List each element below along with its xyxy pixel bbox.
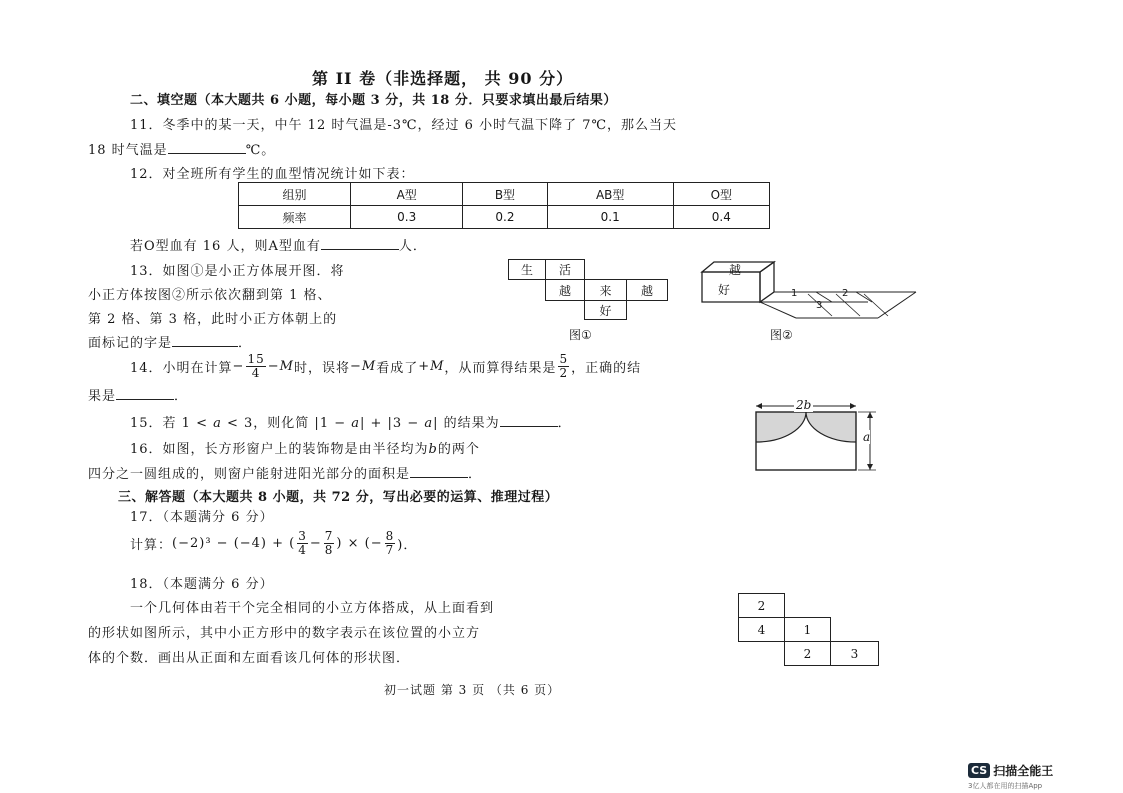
table-cell: 0.1 — [547, 206, 673, 229]
question-12-ask — [130, 235, 427, 254]
question-16-line2 — [88, 463, 482, 482]
figure-1-caption: 图① — [569, 328, 592, 342]
question-13-line2: 小正方体按图②所示依次翻到第 1 格、 — [88, 288, 332, 303]
question-14-text: 看成了 — [376, 360, 419, 376]
grid-cell: 2 — [784, 641, 831, 666]
minus-sign: − — [232, 358, 245, 374]
blood-type-table — [238, 182, 770, 229]
question-17-heading: 17．（本题满分 6 分） — [130, 510, 274, 525]
question-17-expression — [130, 527, 417, 559]
question-14-line2 — [88, 385, 188, 404]
question-11-line2 — [88, 139, 275, 158]
question-16-text: 的两个 — [437, 442, 480, 457]
table-cell: 0.3 — [351, 206, 463, 229]
net-cell: 越 — [545, 279, 585, 301]
variable-m: M — [430, 358, 445, 374]
denominator: 7 — [385, 542, 395, 557]
page-title: 第 II 卷（非选择题， 共 90 分） — [312, 69, 574, 88]
numerator: 3 — [298, 528, 307, 543]
question-14-end: ． — [174, 389, 189, 404]
question-14-text: 14．小明在计算 — [130, 360, 233, 376]
question-13-line4 — [88, 332, 252, 351]
answer-blank — [168, 141, 246, 154]
variable-a: a — [351, 416, 361, 431]
denominator: 4 — [251, 365, 261, 380]
question-16-text: 16．如图，长方形窗户上的装饰物是由半径均为 — [130, 442, 429, 457]
question-15-text: | + |3 − — [360, 416, 425, 431]
table-row — [239, 206, 770, 229]
net-cell: 来 — [584, 279, 627, 301]
fraction-8-7 — [385, 530, 396, 557]
answer-blank — [321, 237, 399, 250]
question-14-text: 时，误将 — [293, 360, 350, 376]
question-16-text: 四分之一圆组成的，则窗户能射进阳光部分的面积是 — [88, 467, 411, 482]
question-15 — [130, 412, 572, 431]
plus-sign: + — [418, 358, 431, 374]
minus-sign: − — [349, 358, 362, 374]
page-footer: 初一试题 第 3 页 （共 6 页） — [384, 683, 561, 697]
grid-cell: 4 — [738, 617, 785, 642]
numerator: 8 — [385, 528, 395, 543]
scanner-app-name: 扫描全能王 — [993, 764, 1054, 778]
answer-blank — [172, 334, 238, 347]
net-cell: 活 — [545, 259, 585, 280]
roll-cell-label: 1 — [791, 288, 798, 299]
question-11-line1: 11．冬季中的某一天，中午 12 时气温是-3℃，经过 6 小时气温下降了 7℃，那么当天 — [130, 118, 678, 133]
net-cell: 生 — [508, 259, 546, 280]
table-header-cell: O型 — [673, 183, 769, 206]
table-header-cell: B型 — [463, 183, 547, 206]
table-header-cell: AB型 — [547, 183, 673, 206]
question-14-line1 — [130, 351, 641, 381]
question-12-intro: 12．对全班所有学生的血型情况统计如下表： — [130, 167, 415, 182]
scanner-tagline: 3亿人都在用的扫描App — [968, 782, 1043, 790]
question-12-end: 人． — [398, 239, 427, 254]
fraction-7-8 — [324, 530, 335, 557]
numerator: 5 — [559, 351, 569, 366]
minus-sign: − — [267, 358, 280, 374]
question-17-text: 计算： — [130, 537, 173, 553]
denominator: 2 — [559, 365, 569, 380]
question-13-line3: 第 2 格、第 3 格，此时小正方体朝上的 — [88, 312, 338, 327]
answer-blank — [500, 414, 558, 427]
fraction-3-4 — [297, 530, 308, 557]
question-15-text: < 3，则化简 |1 − — [221, 416, 352, 431]
table-cell: 频率 — [239, 206, 351, 229]
question-15-text: | 的结果为 — [433, 416, 500, 431]
cs-logo-icon: CS — [968, 763, 990, 778]
window-width-label: 2b — [796, 398, 812, 412]
question-18-heading: 18．（本题满分 6 分） — [130, 577, 274, 592]
variable-m: M — [361, 358, 377, 374]
question-14-text: ，从而算得结果是 — [444, 360, 557, 376]
question-18-line3: 体的个数．画出从正面和左面看该几何体的形状图． — [88, 651, 411, 666]
question-11-text: 18 时气温是 — [88, 143, 168, 158]
grid-cell: 1 — [784, 617, 831, 642]
answer-blank — [410, 465, 468, 478]
table-row — [239, 183, 770, 206]
numerator: 15 — [247, 351, 265, 366]
table-cell: 0.4 — [673, 206, 769, 229]
cube-front-label: 好 — [718, 283, 732, 297]
window-height-label: a — [863, 430, 871, 444]
variable-b: b — [428, 442, 438, 457]
figure-2-caption: 图② — [770, 328, 793, 342]
question-16-end: ． — [468, 467, 483, 482]
expression-part: ) × (− — [336, 535, 383, 551]
question-12-text: 若O型血有 16 人，则A型血有 — [130, 239, 321, 254]
cube-top-label: 越 — [729, 263, 743, 277]
numerator: 7 — [324, 528, 334, 543]
expression-part: (−2)³ − (−4) + ( — [172, 535, 296, 551]
table-cell: 0.2 — [463, 206, 547, 229]
variable-m: M — [279, 358, 294, 374]
question-14-text: ，正确的结 — [571, 360, 642, 376]
denominator: 4 — [298, 542, 307, 557]
question-18-line2: 的形状如图所示，其中小正方形中的数字表示在该位置的小立方 — [88, 626, 481, 641]
denominator: 8 — [324, 542, 334, 557]
table-header-cell: 组别 — [239, 183, 351, 206]
question-15-end: ． — [557, 416, 572, 431]
question-13-end: ． — [238, 336, 253, 351]
variable-a: a — [213, 416, 222, 431]
fraction-15-4 — [246, 353, 265, 380]
question-15-text: 15．若 1 < — [130, 416, 214, 431]
variable-a: a — [424, 416, 434, 431]
minus-sign: − — [309, 535, 322, 551]
net-cell: 越 — [626, 279, 668, 301]
roll-cell-label: 3 — [816, 300, 823, 311]
question-11-unit: ℃。 — [245, 143, 276, 158]
net-cell: 好 — [584, 300, 627, 320]
fraction-5-2 — [558, 353, 569, 380]
section-heading-solutions: 三、解答题（本大题共 8 小题，共 72 分，写出必要的运算、推理过程） — [118, 490, 559, 505]
section-heading-fill-in: 二、填空题（本大题共 6 小题，每小题 3 分，共 18 分．只要求填出最后结果） — [130, 93, 617, 108]
question-13-text: 面标记的字是 — [88, 336, 173, 351]
question-16-line1 — [130, 438, 480, 457]
window-figure — [752, 398, 880, 474]
question-13-line1: 13．如图①是小正方体展开图．将 — [130, 264, 345, 279]
grid-cell: 3 — [830, 641, 879, 666]
question-14-text: 果是 — [88, 389, 117, 404]
question-18-line1: 一个几何体由若干个完全相同的小立方体搭成，从上面看到 — [130, 601, 495, 616]
expression-part: )． — [397, 537, 418, 553]
answer-blank — [116, 387, 174, 400]
roll-cell-label: 2 — [842, 288, 849, 299]
grid-cell: 2 — [738, 593, 785, 618]
scanner-watermark — [968, 760, 1053, 791]
table-header-cell: A型 — [351, 183, 463, 206]
